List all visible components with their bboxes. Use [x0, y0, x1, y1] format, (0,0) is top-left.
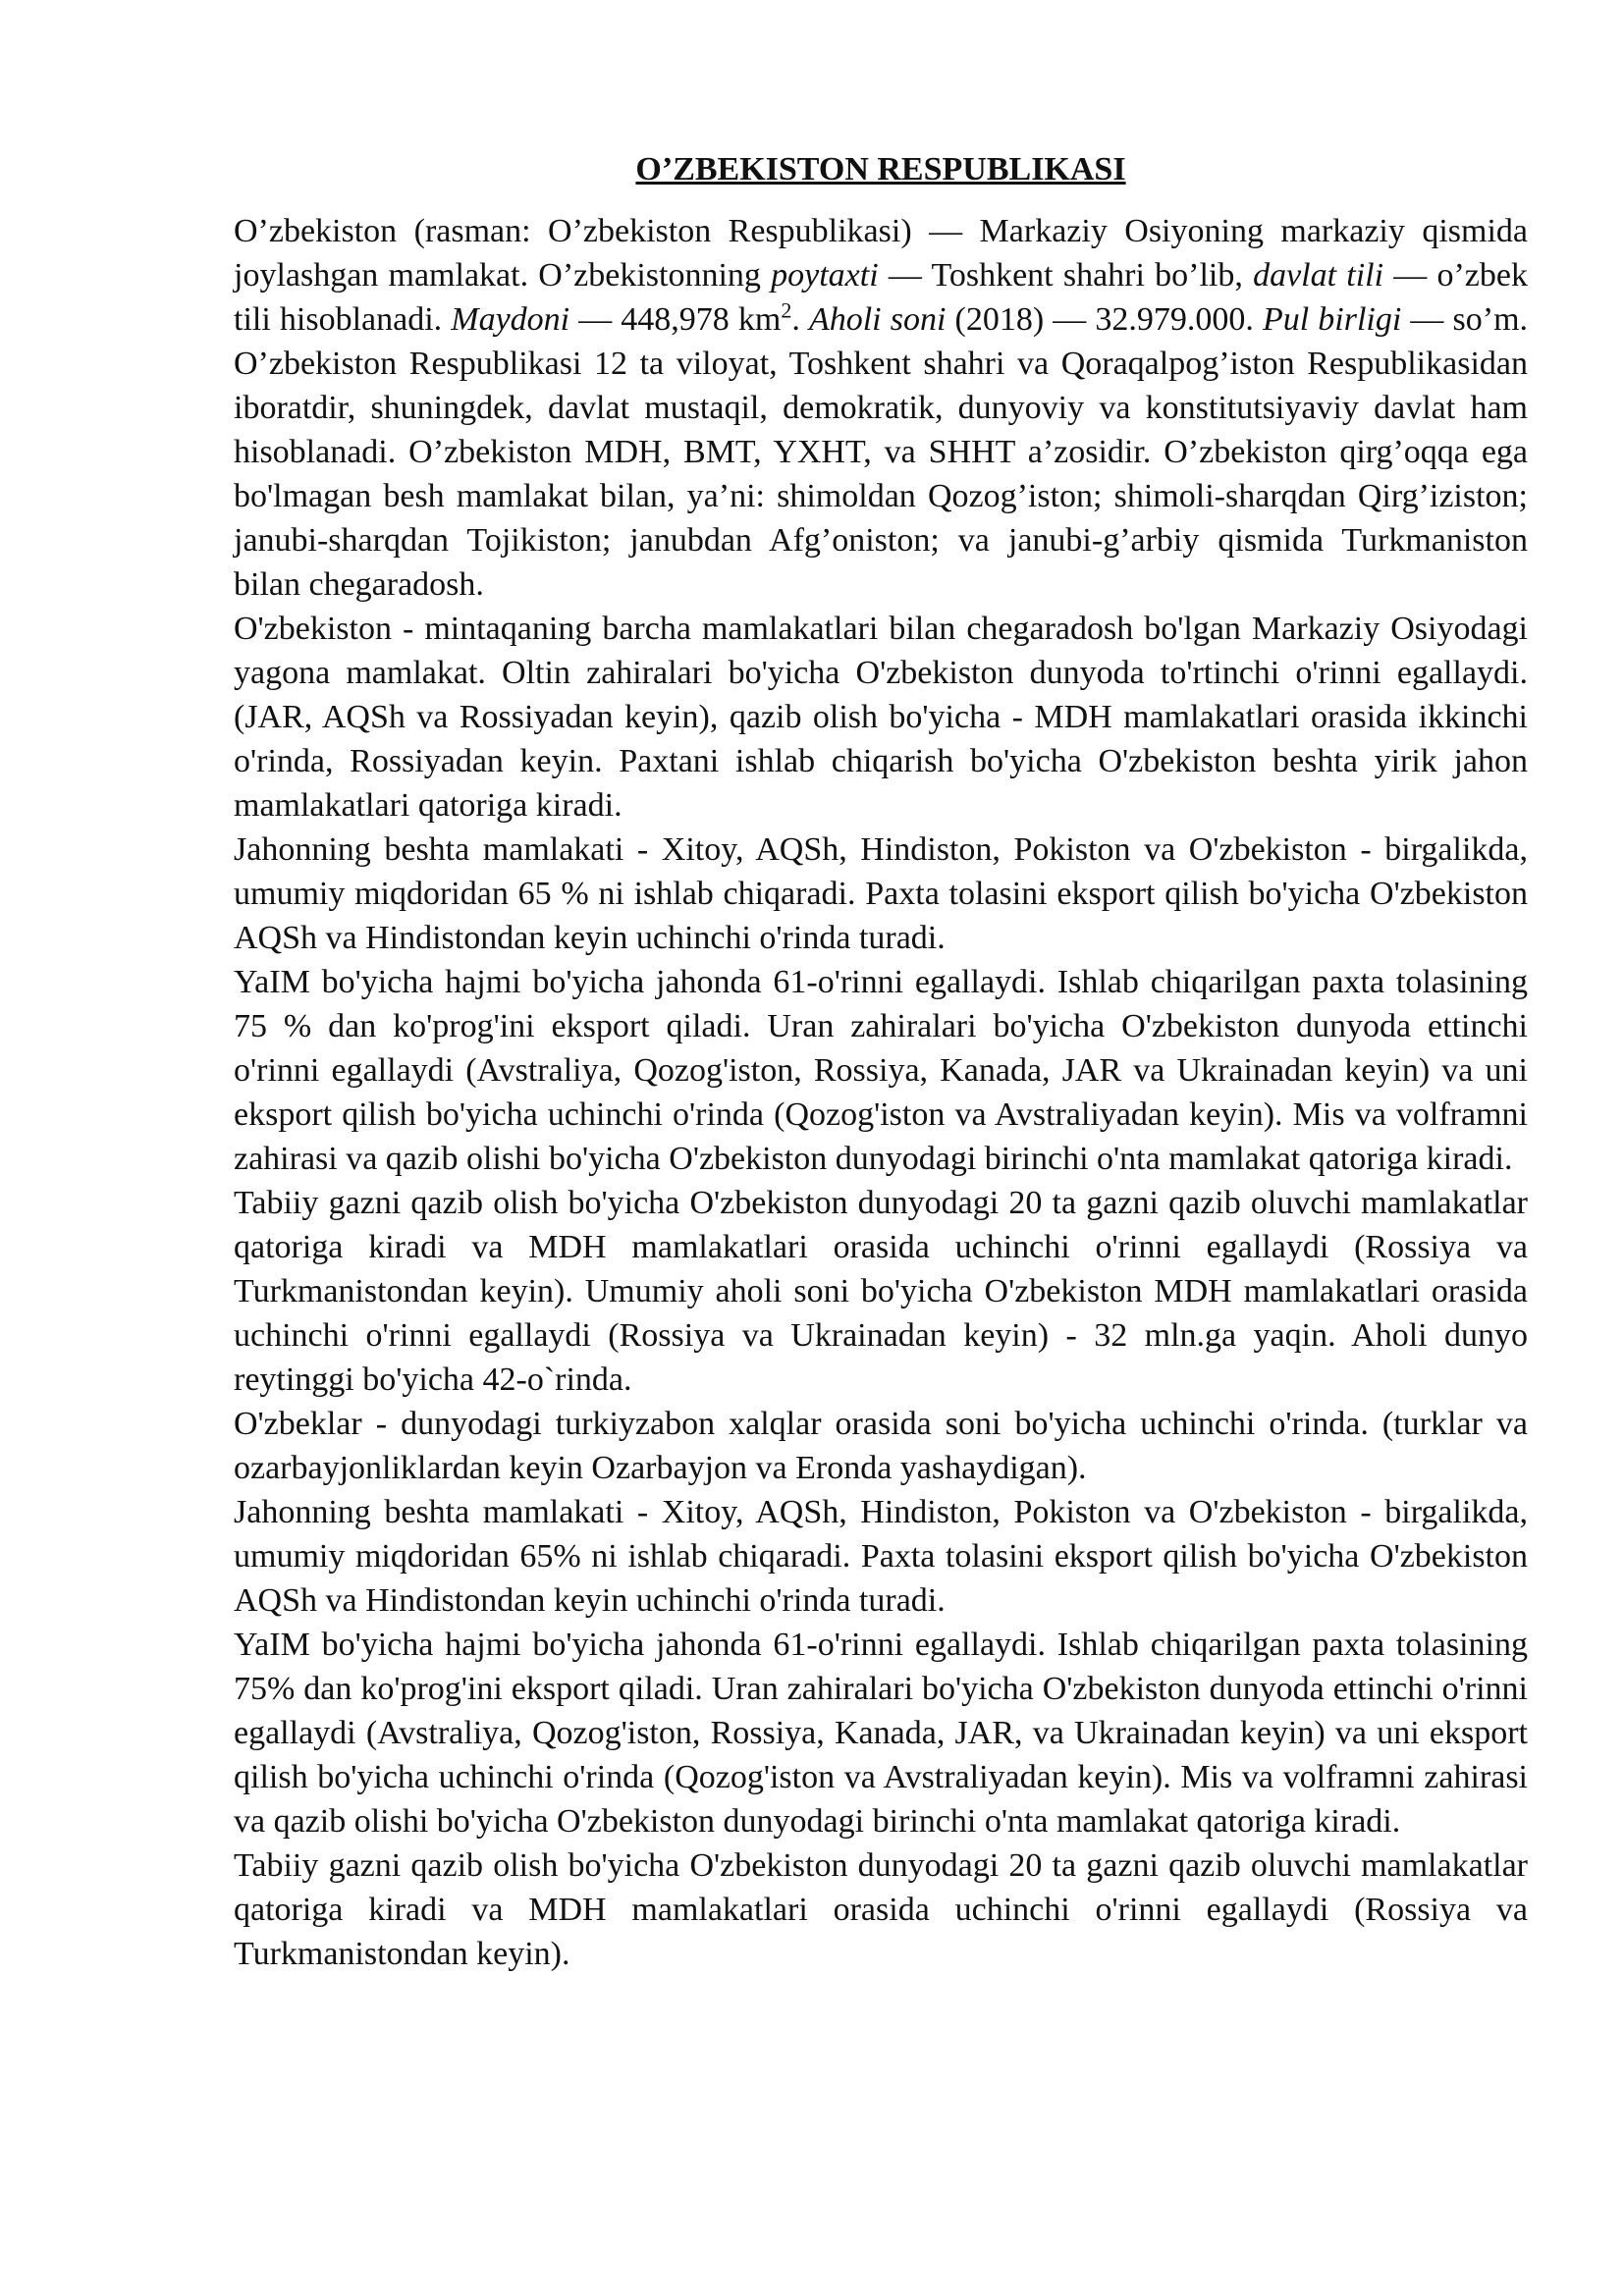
term-davlat-tili: davlat tili	[1253, 257, 1384, 294]
term-pul-birligi: Pul birligi	[1262, 301, 1402, 338]
superscript-2: 2	[781, 297, 792, 323]
paragraph-6: O'zbeklar - dunyodagi turkiyzabon xalqlar orasida soni bo'yicha uchinchi o'rinda. (turklar va ozarbayjonliklardan keyin Ozarbayjon va Eronda yashaydigan).	[234, 1406, 1528, 1486]
paragraph-3: Jahonning beshta mamlakati - Xitoy, AQSh, Hindiston, Pokiston va O'zbekiston - birgalikda, umumiy miqdoridan 65 % ni ishlab chiqaradi. Paxta tolasini eksport qilish bo'yicha O'zbekiston AQSh va Hindistondan keyin uchinchi o'rinda turadi.	[234, 831, 1528, 956]
paragraph-9: Tabiiy gazni qazib olish bo'yicha O'zbekiston dunyodagi 20 ta gazni qazib oluvchi mamlakatlar qatoriga kiradi va MDH mamlakatlari orasida uchinchi o'rinni egallaydi (Rossiya va Turkmanistondan keyin).	[234, 1847, 1528, 1972]
paragraph-7: Jahonning beshta mamlakati - Xitoy, AQSh, Hindiston, Pokiston va O'zbekiston - birgalikda, umumiy miqdoridan 65% ni ishlab chiqaradi. Paxta tolasini eksport qilish bo'yicha O'zbekiston AQSh va Hindistondan keyin uchinchi o'rinda turadi.	[234, 1494, 1528, 1619]
term-maydoni: Maydoni	[451, 301, 570, 338]
paragraph-5: Tabiiy gazni qazib olish bo'yicha O'zbekiston dunyodagi 20 ta gazni qazib oluvchi mamlakatlar qatoriga kiradi va MDH mamlakatlari orasida uchinchi o'rinni egallaydi (Rossiya va Turkmanistondan keyin). Umumiy aholi soni bo'yicha O'zbekiston MDH mamlakatlari orasida uchinchi o'rinni egallaydi (Rossiya va Ukrainadan keyin) - 32 mln.ga yaqin. Aholi dunyo reytinggi bo'yicha 42-o`rinda.	[234, 1185, 1528, 1398]
paragraph-intro: O’zbekiston (rasman: O’zbekiston Respublikasi) — Markaziy Osiyoning markaziy qismida joylashgan mamlakat. O’zbekistonning poytaxti — Toshkent shahri bo’lib, davlat tili — o’zbek tili hisoblanadi. Maydoni — 448,978 $km^2$. Aholi soni (2018) — 32.979.000. Pul birligi — so’m. O’zbekiston Respublikasi 12 ta viloyat, Toshkent shahri va Qoraqalpog’iston Respublikasidan iboratdir, shuningdek, davlat mustaqil, demokratik, dunyoviy va konstitutsiyaviy davlat ham hisoblanadi. O’zbekiston MDH, BMT, YXHT, va SHHT a’zosidir. O’zbekiston qirg’oqqa ega bo'lmagan besh mamlakat bilan, ya’ni: shimoldan Qozog’iston; shimoli-sharqdan Qirg’iziston; janubi-sharqdan Tojikiston; janubdan Afg’oniston; va janubi-g’arbiy qismida Turkmaniston bilan chegaradosh.	[234, 213, 1529, 603]
paragraph-8: YaIM bo'yicha hajmi bo'yicha jahonda 61-o'rinni egallaydi. Ishlab chiqarilgan paxta tolasining 75% dan ko'prog'ini eksport qiladi. Uran zahiralari bo'yicha O'zbekiston dunyoda ettinchi o'rinni egallaydi (Avstraliya, Qozog'iston, Rossiya, Kanada, JAR, va Ukrainadan keyin) va uni eksport qilish bo'yicha uchinchi o'rinda (Qozog'iston va Avstraliyadan keyin). Mis va volframni zahirasi va qazib olishi bo'yicha O'zbekiston dunyodagi birinchi o'nta mamlakat qatoriga kiradi.	[234, 1627, 1528, 1840]
paragraph-2: O'zbekiston - mintaqaning barcha mamlakatlari bilan chegaradosh bo'lgan Markaziy Osiyodagi yagona mamlakat. Oltin zahiralari bo'yicha O'zbekiston dunyoda to'rtinchi o'rinni egallaydi. (JAR, AQSh va Rossiyadan keyin), qazib olish bo'yicha - MDH mamlakatlari orasida ikkinchi o'rinda, Rossiyadan keyin. Paxtani ishlab chiqarish bo'yicha O'zbekiston beshta yirik jahon mamlakatlari qatoriga kiradi.	[234, 611, 1528, 824]
document-page	[234, 147, 1528, 1976]
term-poytaxti: poytaxti	[771, 257, 879, 294]
term-aholi-soni: Aholi soni	[808, 301, 947, 338]
document-title: O’ZBEKISTON RESPUBLIKASI	[635, 151, 1126, 187]
paragraph-4: YaIM bo'yicha hajmi bo'yicha jahonda 61-o'rinni egallaydi. Ishlab chiqarilgan paxta tolasining 75 % dan ko'prog'ini eksport qiladi. Uran zahiralari bo'yicha O'zbekiston dunyoda ettinchi o'rinni egallaydi (Avstraliya, Qozog'iston, Rossiya, Kanada, JAR va Ukrainadan keyin) va uni eksport qilish bo'yicha uchinchi o'rinda (Qozog'iston va Avstraliyadan keyin). Mis va volframni zahirasi va qazib olishi bo'yicha O'zbekiston dunyodagi birinchi o'nta mamlakat qatoriga kiradi.	[234, 964, 1528, 1177]
